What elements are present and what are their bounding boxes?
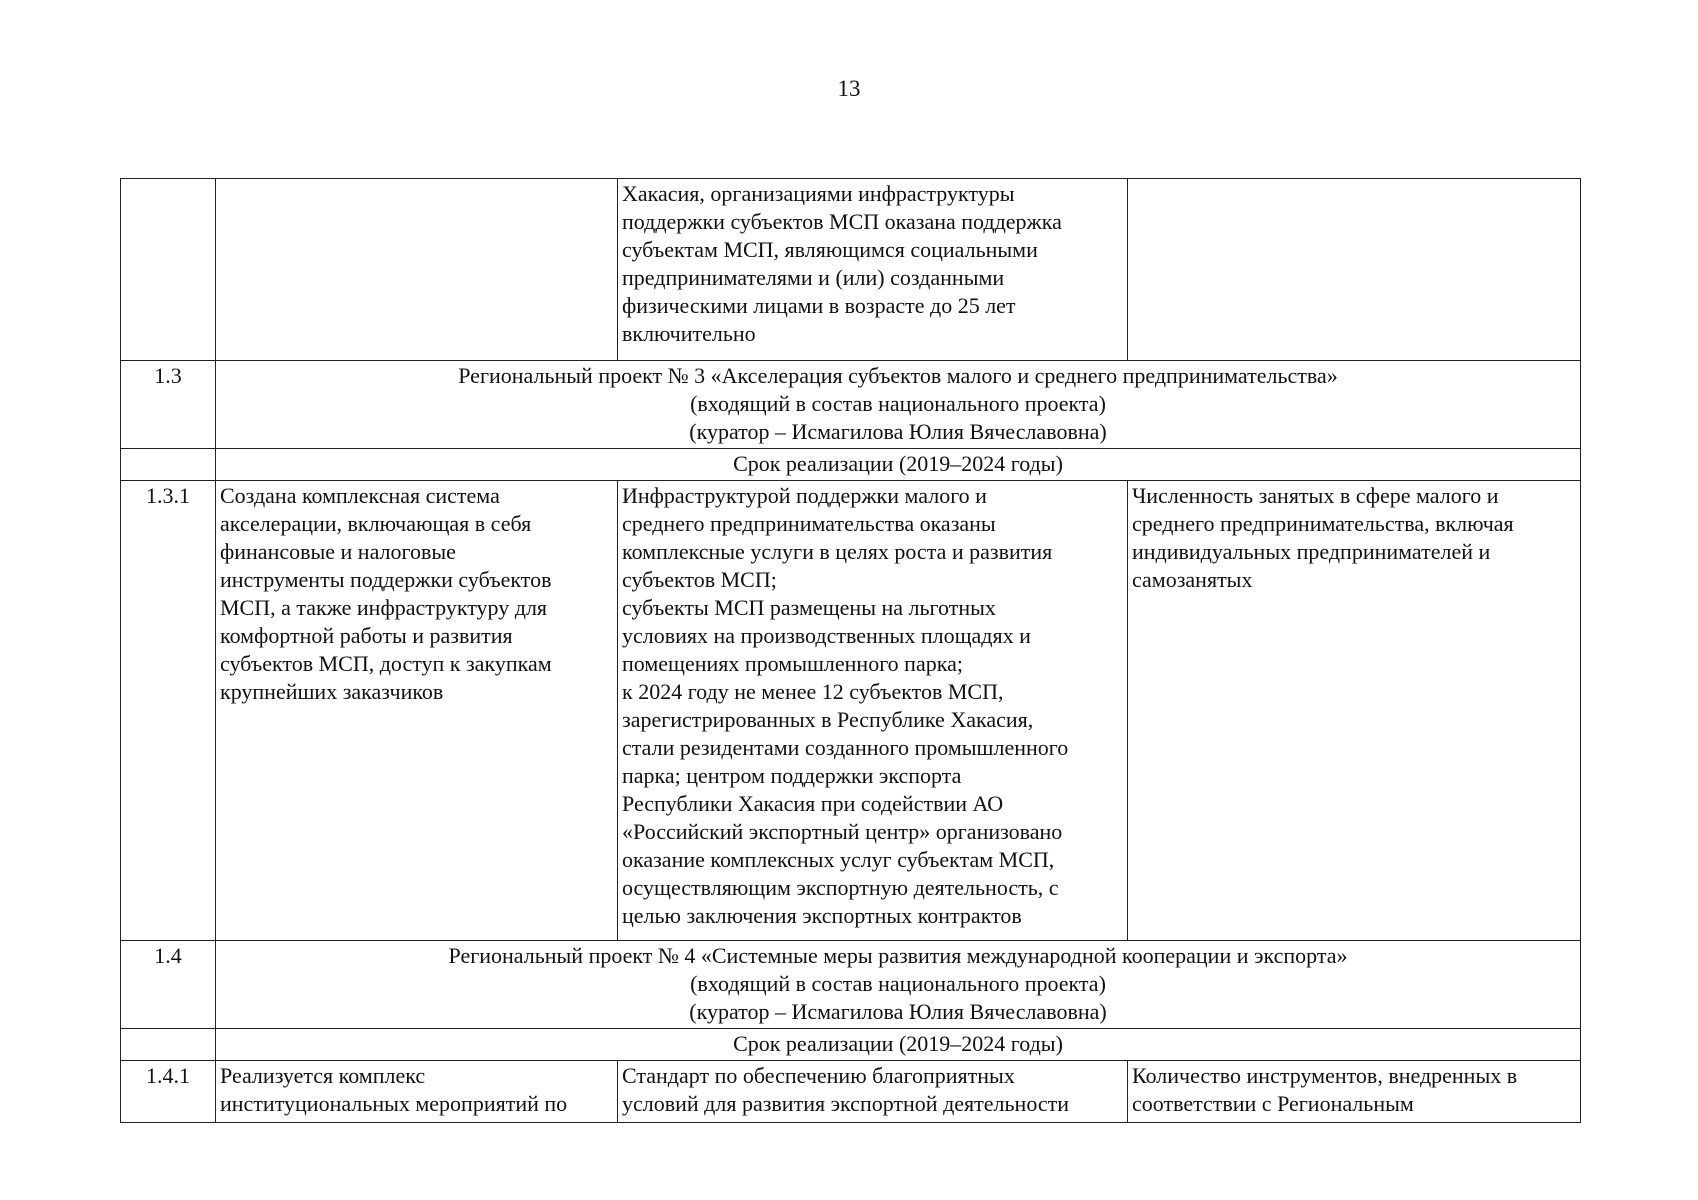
result-cell: Инфраструктурой поддержки малого и среднего предпринимательства оказаны комплексные услуги в целях роста и развития субъектов МСП; субъекты МСП размещены на льготных условиях на производственных площадях и помещениях промышленного парка; к 2024 году не менее 12 субъектов МСП, зарегистрированных в Республике Хакасия, стали резидентами созданного промышленного парка; центром поддержки экспорта Республики Хакасия при содействии АО «Российский экспортный центр» организовано оказание комплексных услуг субъектам МСП, осуществляющим экспортную деятельность, с целью заключения экспортных контрактов <box>618 481 1128 941</box>
empty-cell <box>121 1029 216 1061</box>
result-cell: Хакасия, организациями инфраструктуры поддержки субъектов МСП оказана поддержка субъектам МСП, являющимся социальными предпринимателями и (или) созданными физическими лицами в возрасте до 25 лет включительно <box>618 179 1128 361</box>
indicator-cell: Численность занятых в сфере малого и среднего предпринимательства, включая индивидуальных предпринимателей и самозанятых <box>1128 481 1581 941</box>
row-number-cell: 1.3.1 <box>121 481 216 941</box>
row-number-cell: 1.3 <box>121 361 216 449</box>
project-header-row <box>121 361 1581 449</box>
page-number: 13 <box>837 76 861 101</box>
table-row <box>121 179 1581 361</box>
project-header-row <box>121 941 1581 1029</box>
table-row <box>121 1061 1581 1123</box>
project-term-cell: Срок реализации (2019–2024 годы) <box>216 1029 1581 1061</box>
table-row <box>121 481 1581 941</box>
indicator-cell <box>1128 179 1581 361</box>
indicator-cell: Количество инструментов, внедренных в соответствии с Региональным <box>1128 1061 1581 1123</box>
row-number-cell <box>121 179 216 361</box>
result-cell: Стандарт по обеспечению благоприятных условий для развития экспортной деятельности <box>618 1061 1128 1123</box>
task-cell: Реализуется комплекс институциональных мероприятий по <box>216 1061 618 1123</box>
project-title-cell: Региональный проект № 3 «Акселерация субъектов малого и среднего предпринимательства» (входящий в состав национального проекта) (куратор – Исмагилова Юлия Вячеславовна) <box>216 361 1581 449</box>
project-title-cell: Региональный проект № 4 «Системные меры развития международной кооперации и экспорта» (входящий в состав национального проекта) (куратор – Исмагилова Юлия Вячеславовна) <box>216 941 1581 1029</box>
task-cell <box>216 179 618 361</box>
task-cell: Создана комплексная система акселерации, включающая в себя финансовые и налоговые инструменты поддержки субъектов МСП, а также инфраструктуру для комфортной работы и развития субъектов МСП, доступ к закупкам крупнейших заказчиков <box>216 481 618 941</box>
plan-table <box>120 178 1581 1123</box>
row-number-cell: 1.4 <box>121 941 216 1029</box>
project-term-row <box>121 449 1581 481</box>
empty-cell <box>121 449 216 481</box>
project-term-row <box>121 1029 1581 1061</box>
row-number-cell: 1.4.1 <box>121 1061 216 1123</box>
project-term-cell: Срок реализации (2019–2024 годы) <box>216 449 1581 481</box>
